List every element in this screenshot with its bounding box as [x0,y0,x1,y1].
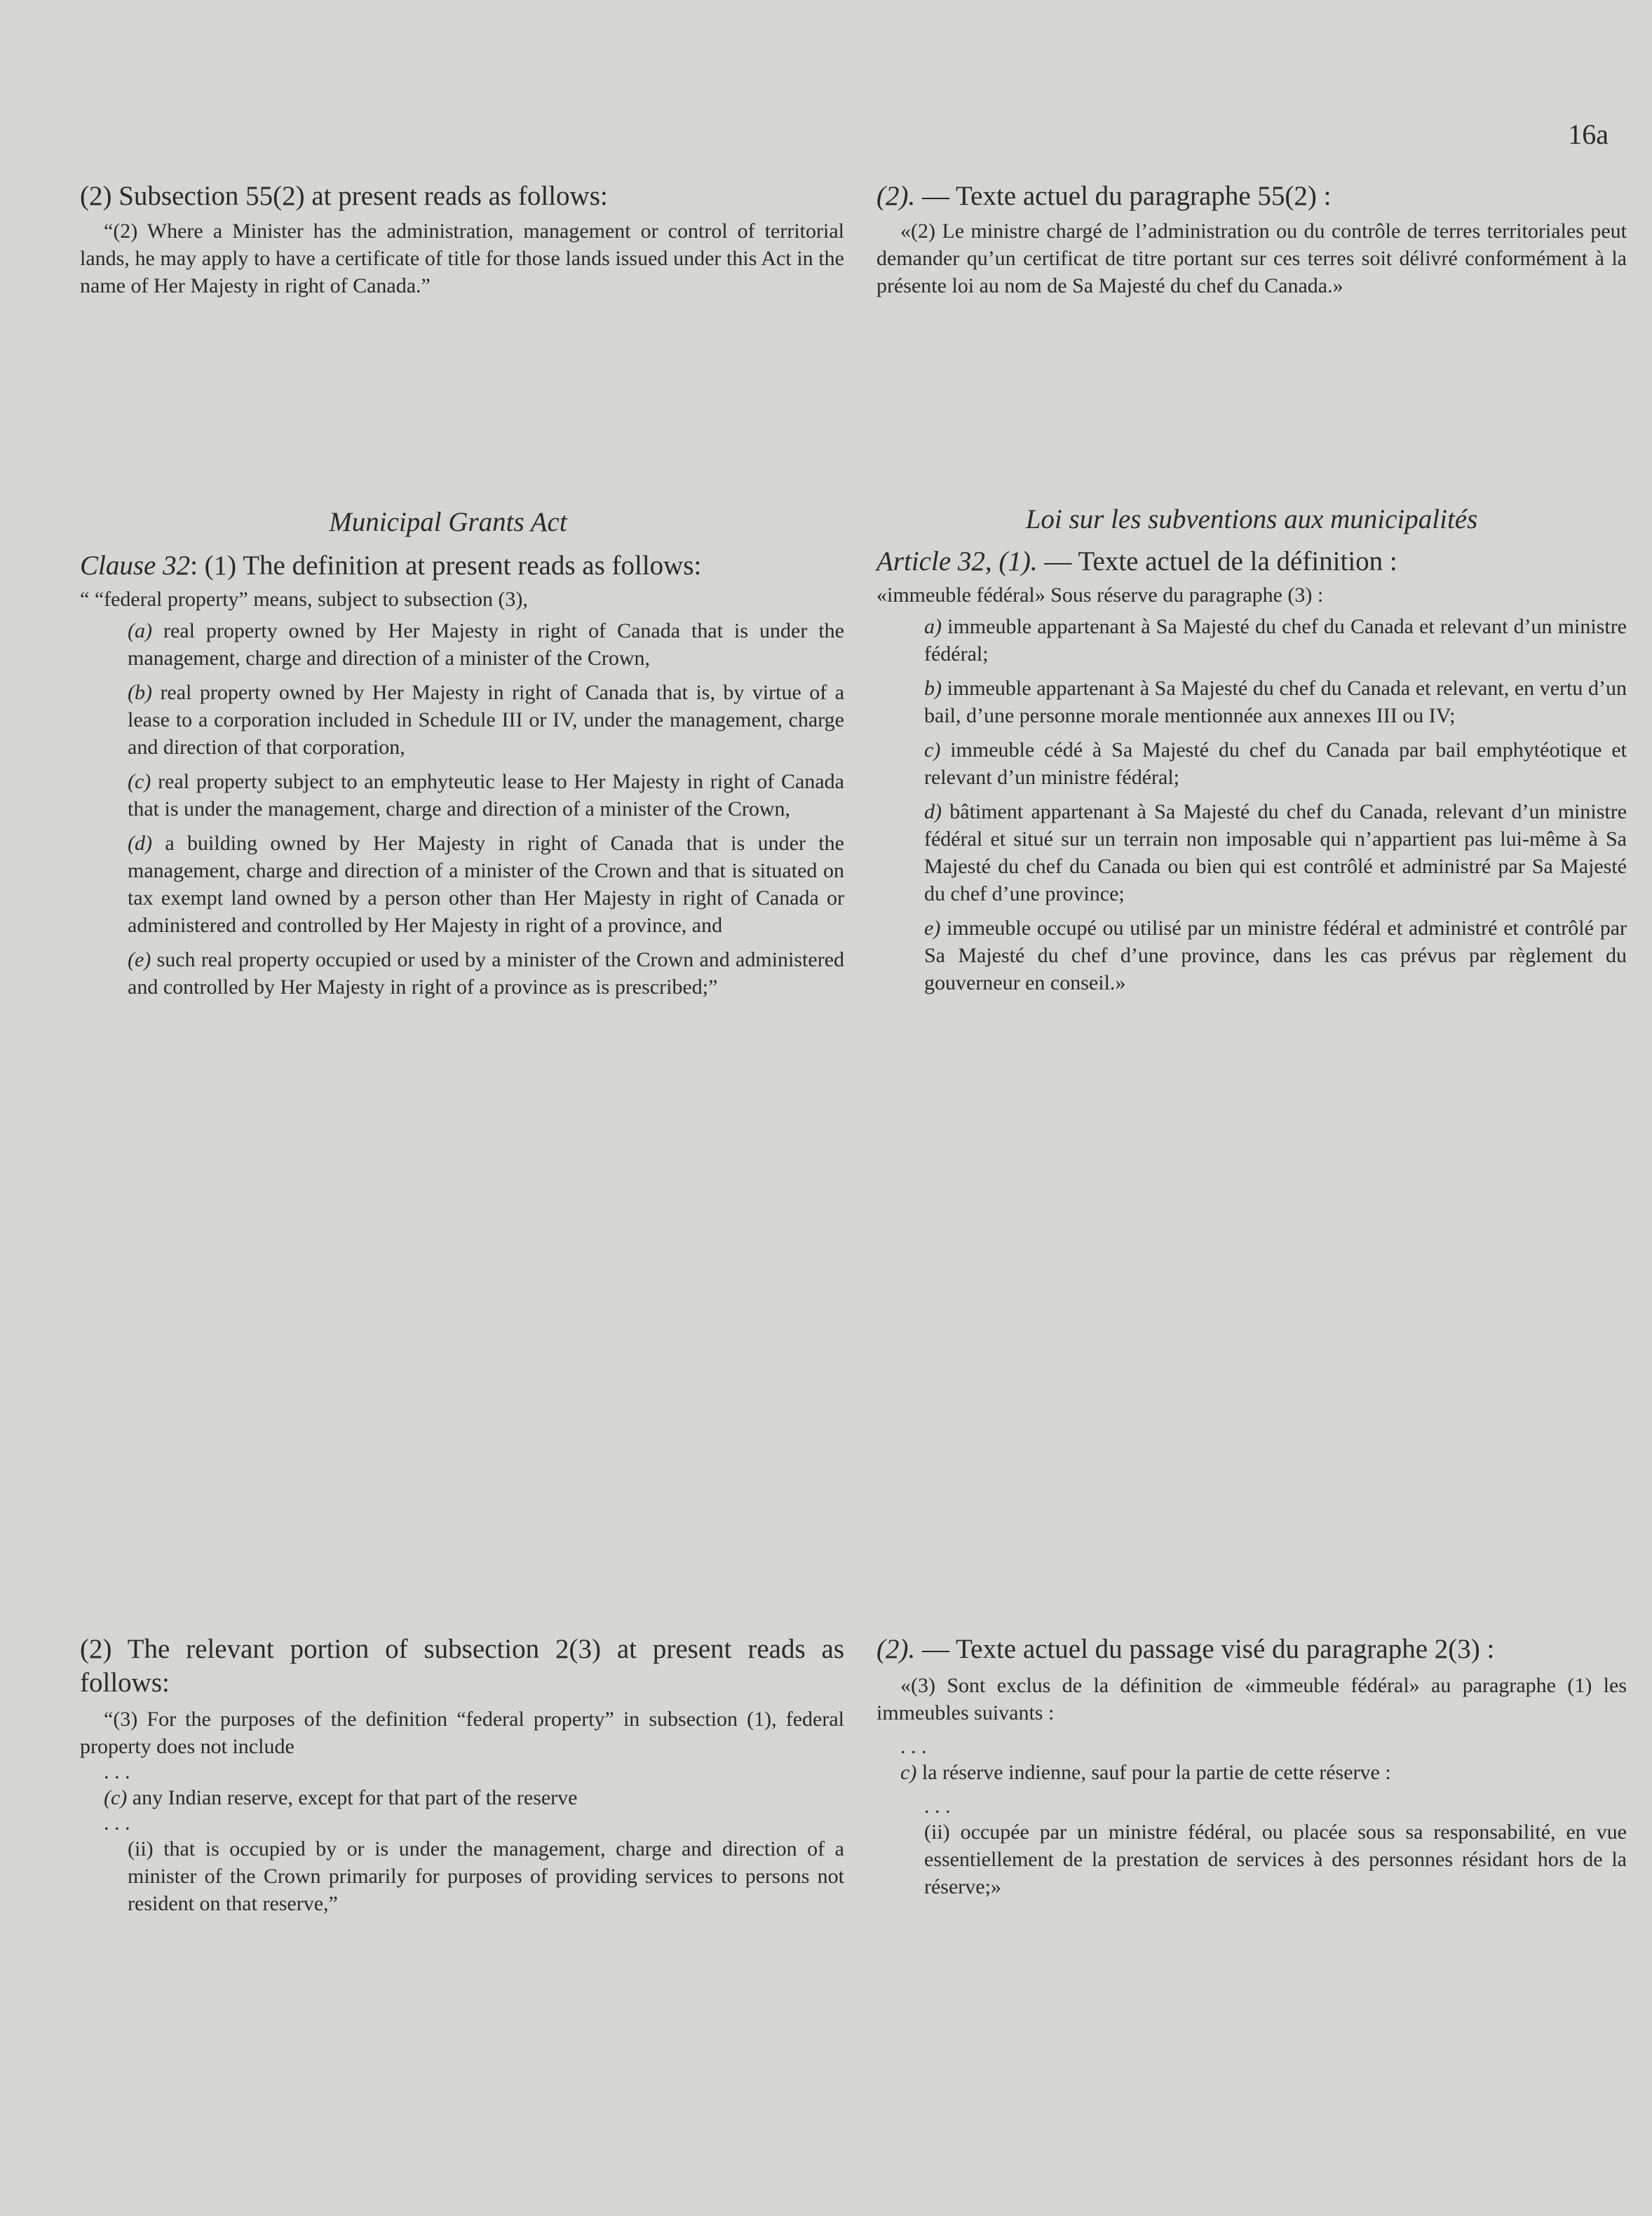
left-def-intro: “ “federal property” means, subject to subsection (3), [80,588,528,611]
right-dots-1: . . . [900,1735,927,1758]
left-item-c-text: real property subject to an emphyteutic lease to Her Majesty in right of Canada that is under the management, charge and direction of a minister of the Crown, [128,770,844,820]
right-s1-heading [876,180,1627,213]
left-item-e [80,946,844,1001]
left-item-d-label: (d) [128,832,152,855]
left-s2-c [80,1784,844,1811]
right-column-bottom [876,1633,1627,1900]
left-s2-c-text: any Indian reserve, except for that part of the reserve [132,1786,578,1809]
left-item-d-text: a building owned by Her Majesty in right of Canada that is under the management, charge and direction of a minister of the Crown and that is situated on tax exempt land owned by a person other than Her Majesty in right of Canada or administered and controlled by Her Majesty in right of a province, and [128,832,844,937]
right-article-label: Article 32, (1). [876,546,1038,576]
left-item-b-label: (b) [128,681,152,704]
right-article-heading-text: — Texte actuel de la définition : [1037,546,1397,576]
left-item-c [80,768,844,823]
right-item-d-label: d) [924,800,942,823]
right-s2-ii: (ii) occupée par un ministre fédéral, ou placée sous sa responsabilité, en vue essentiellement de la prestation de services à des personnes résidant hors de la réserve;» [924,1820,1627,1898]
left-item-a [80,617,844,672]
left-item-a-label: (a) [128,619,152,642]
right-s2-c [876,1759,1627,1786]
left-s1-text: “(2) Where a Minister has the administration, management or control of territorial lands, he may apply to have a certificate of title for those lands issued under this Act in the name of Her Majesty in right of Canada.” [80,219,844,297]
right-column-top [876,180,1627,299]
right-s2-heading [876,1633,1627,1666]
right-act-title: Loi sur les subventions aux municipalités [1025,504,1478,534]
right-item-e [876,914,1627,996]
left-dots-2: . . . [104,1811,130,1835]
left-column-top [80,180,844,299]
right-s2-c-label: c) [900,1761,917,1784]
left-item-e-text: such real property occupied or used by a minister of the Crown and administered and controlled by Her Majesty in right of a province as is prescribed;” [128,948,845,999]
right-s2-text: «(3) Sont exclus de la définition de «immeuble fédéral» au paragraphe (1) les immeubles suivants : [876,1674,1627,1724]
right-s2-c-text: la réserve indienne, sauf pour la partie de cette réserve : [921,1761,1391,1784]
right-dots-2: . . . [924,1795,951,1818]
right-item-d [876,798,1627,907]
left-s2-text: “(3) For the purposes of the definition “federal property” in subsection (1), federal property does not include [80,1708,844,1758]
left-s2-c-label: (c) [104,1786,128,1809]
left-item-b [80,679,844,761]
right-def-intro: «immeuble fédéral» Sous réserve du paragraphe (3) : [876,583,1324,607]
right-column-middle [876,504,1627,996]
right-item-a-text: immeuble appartenant à Sa Majesté du chef du Canada et relevant d’un ministre fédéral; [924,615,1627,666]
right-s1-label: (2). [876,181,916,211]
right-item-e-label: e) [924,917,941,940]
right-item-b-label: b) [924,677,942,700]
left-s2-heading: (2) The relevant portion of subsection 2(3) at present reads as follows: [80,1634,844,1698]
left-item-b-text: real property owned by Her Majesty in right of Canada that is, by virtue of a lease to a corporation included in Schedule III or IV, under the management, charge and direction of that corporation, [128,681,845,759]
right-s2-label: (2). [876,1634,916,1664]
right-item-c [876,736,1627,791]
right-item-c-text: immeuble cédé à Sa Majesté du chef du Canada par bail emphytéotique et relevant d’un ministre fédéral; [924,738,1627,789]
right-item-b [876,675,1627,729]
left-column-middle [80,506,844,1001]
page-number: 16a [1568,119,1609,150]
right-s1-heading-text: — Texte actuel du paragraphe 55(2) : [915,181,1332,211]
right-s2-heading-text: — Texte actuel du passage visé du paragraphe 2(3) : [915,1634,1495,1664]
right-s1-text: «(2) Le ministre chargé de l’administration ou du contrôle de terres territoriales peut demander qu’un certificat de titre portant sur ces terres soit délivré conformément à la présente loi au nom de Sa Majesté du chef du Canada.» [876,219,1627,297]
right-article-heading [876,545,1627,579]
left-s1-heading: (2) Subsection 55(2) at present reads as follows: [80,181,608,211]
left-act-title: Municipal Grants Act [329,507,567,537]
right-item-a [876,613,1627,668]
left-clause-label: Clause 32 [80,550,191,581]
right-item-c-label: c) [924,738,941,762]
right-item-d-text: bâtiment appartenant à Sa Majesté du chef du Canada, relevant d’un ministre fédéral et situé sur un terrain non imposable qui n’appartient pas lui-même à Sa Majesté du chef du Canada ou bien qui est contrôlé et administré par Sa Majesté du chef d’une province; [924,800,1627,905]
right-item-b-text: immeuble appartenant à Sa Majesté du chef du Canada et relevant, en vertu d’un bail, d’une personne morale mentionnée aux annexes III ou IV; [924,677,1627,727]
left-clause-heading-text: : (1) The definition at present reads as follows: [190,550,702,581]
left-item-e-label: (e) [128,948,151,971]
left-clause-heading [80,549,844,583]
left-item-d [80,830,844,939]
left-item-c-label: (c) [128,770,151,793]
left-column-bottom [80,1633,844,1917]
right-item-e-text: immeuble occupé ou utilisé par un ministre fédéral et administré et contrôlé par Sa Majesté du chef d’une province, dans les cas prévus par règlement du gouverneur en conseil.» [924,917,1627,994]
left-item-a-text: real property owned by Her Majesty in right of Canada that is under the management, charge and direction of a minister of the Crown, [128,619,844,670]
right-item-a-label: a) [924,615,942,638]
left-dots-1: . . . [104,1760,130,1783]
left-s2-ii: (ii) that is occupied by or is under the management, charge and direction of a minister of the Crown primarily for purposes of providing services to persons not resident on that reserve,” [128,1837,844,1915]
